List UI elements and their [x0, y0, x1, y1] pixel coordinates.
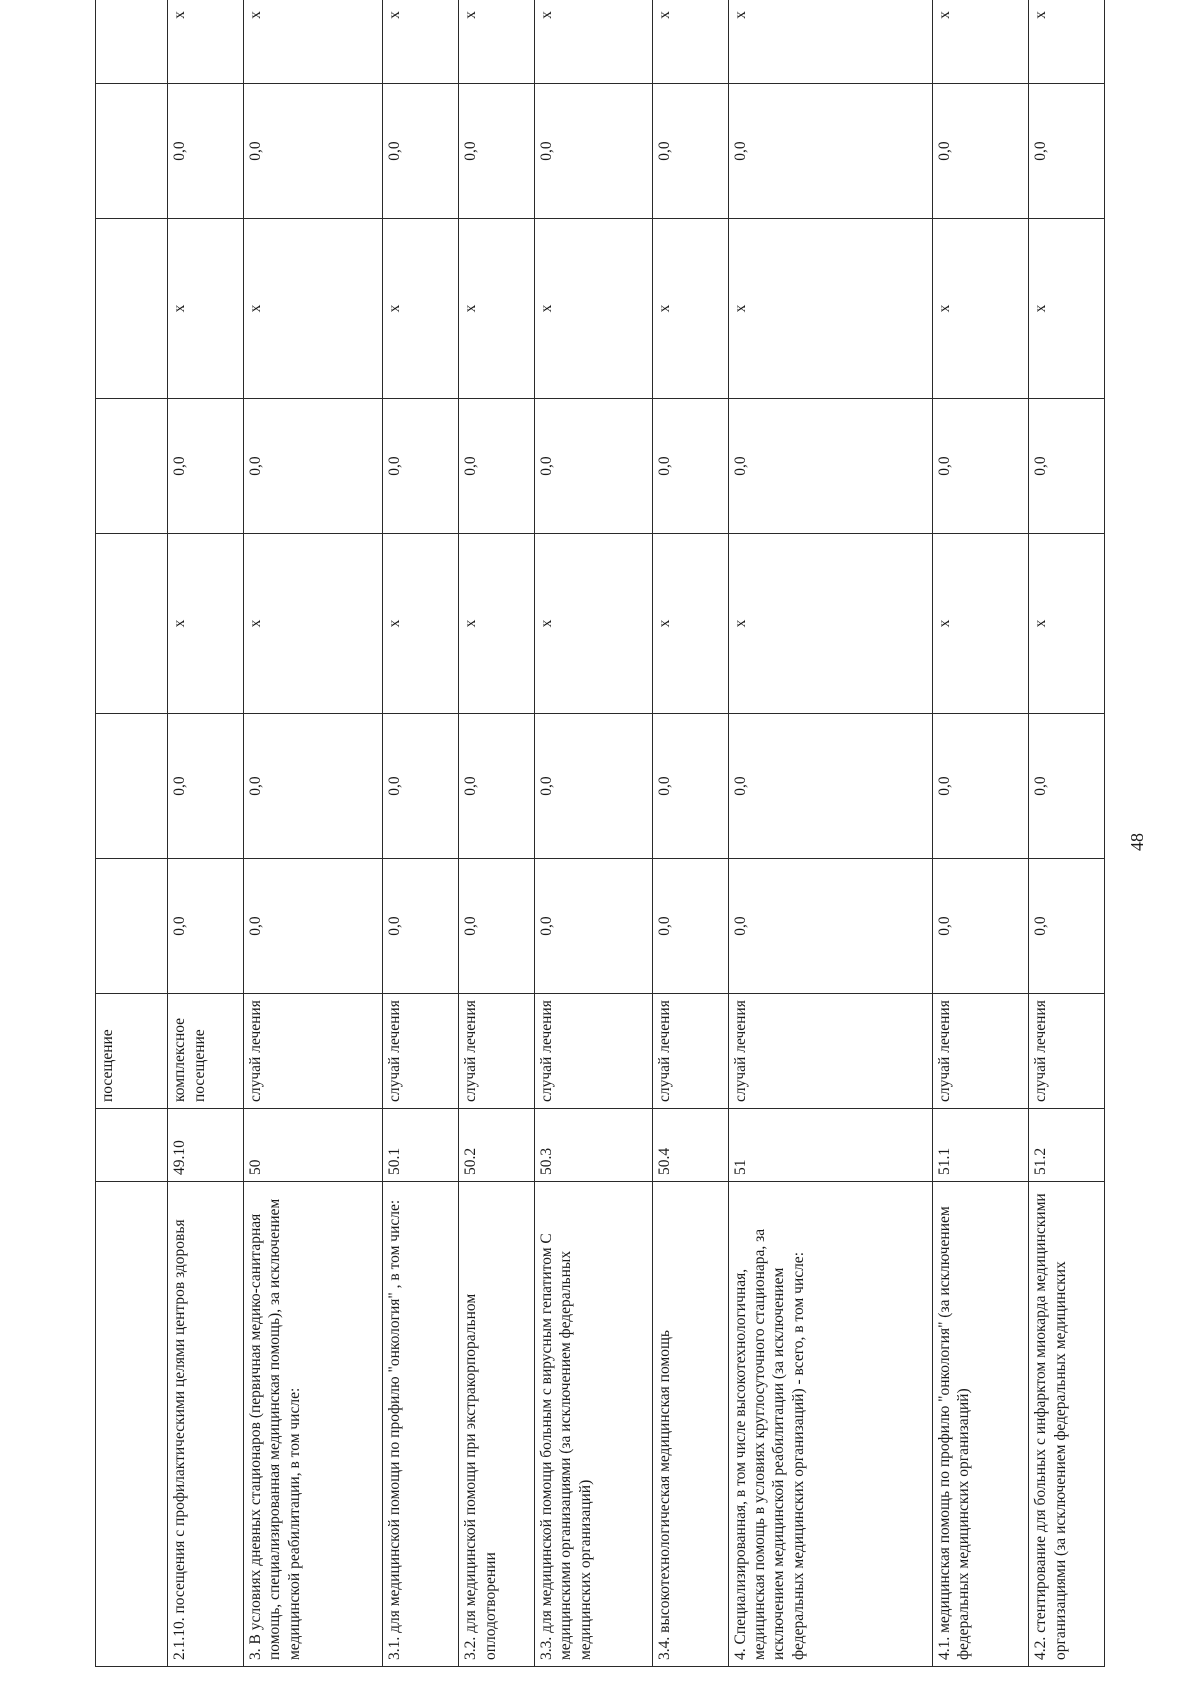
unit-cell: случай лечения — [534, 994, 652, 1109]
value-cell: 0,0 — [534, 859, 652, 994]
x-mark-cell: x — [932, 534, 1028, 714]
x-mark-cell: x — [728, 0, 932, 84]
row-name-cell: 3.1. для медицинской помощи по профилю "онкология" , в том числе: — [383, 1182, 459, 1667]
row-code-cell: 49.10 — [168, 1109, 244, 1182]
value-cell: 0,0 — [1029, 859, 1105, 994]
value-cell: 0,0 — [383, 399, 459, 534]
table-row — [168, 0, 244, 1667]
cell-empty — [96, 219, 168, 399]
table-row-top — [96, 0, 168, 1667]
x-mark-cell: x — [652, 0, 728, 84]
cell-empty — [96, 714, 168, 859]
row-name-cell: 4.2. стентирование для больных с инфарктом миокарда медицинскими организациями (за исключением федеральных медицинских — [1029, 1182, 1105, 1667]
unit-cell: случай лечения — [652, 994, 728, 1109]
cell-empty — [96, 859, 168, 994]
x-mark-cell: x — [932, 219, 1028, 399]
x-mark-cell: x — [652, 219, 728, 399]
x-mark-cell: x — [168, 0, 244, 84]
row-code-cell: 51 — [728, 1109, 932, 1182]
table-row — [728, 0, 932, 1667]
value-cell: 0,0 — [383, 714, 459, 859]
value-cell: 0,0 — [1029, 714, 1105, 859]
value-cell: 0,0 — [459, 84, 535, 219]
x-mark-cell: x — [383, 534, 459, 714]
value-cell: 0,0 — [168, 84, 244, 219]
row-name-cell: 4.1. медицинская помощь по профилю "онкология" (за исключением федеральных медицинских организаций) — [932, 1182, 1028, 1667]
x-mark-cell: x — [243, 534, 383, 714]
x-mark-cell: x — [168, 219, 244, 399]
table-row — [243, 0, 383, 1667]
value-cell: 0,0 — [652, 84, 728, 219]
unit-cell: случай лечения — [1029, 994, 1105, 1109]
value-cell: 0,0 — [459, 714, 535, 859]
table-row — [459, 0, 535, 1667]
x-mark-cell: x — [652, 534, 728, 714]
value-cell: 0,0 — [168, 399, 244, 534]
x-mark-cell: x — [1029, 0, 1105, 84]
value-cell: 0,0 — [168, 714, 244, 859]
row-code-cell: 51.2 — [1029, 1109, 1105, 1182]
value-cell: 0,0 — [243, 84, 383, 219]
unit-cell: случай лечения — [243, 994, 383, 1109]
value-cell: 0,0 — [243, 714, 383, 859]
table-row — [534, 0, 652, 1667]
row-code-cell: 50.3 — [534, 1109, 652, 1182]
x-mark-cell: x — [534, 219, 652, 399]
table-row — [932, 0, 1028, 1667]
value-cell: 0,0 — [1029, 84, 1105, 219]
row-name-cell: 2.1.10. посещения с профилактическими целями центров здоровья — [168, 1182, 244, 1667]
unit-cell: случай лечения — [383, 994, 459, 1109]
table-row — [1029, 0, 1105, 1667]
page-number: 48 — [1127, 833, 1147, 851]
row-code-cell: 50.1 — [383, 1109, 459, 1182]
value-cell: 0,0 — [168, 859, 244, 994]
data-table — [95, 0, 1105, 1667]
value-cell: 0,0 — [932, 399, 1028, 534]
cell-empty — [96, 0, 168, 84]
x-mark-cell: x — [383, 219, 459, 399]
row-name-cell: 3.2. для медицинской помощи при экстракорпоральном оплодотворении — [459, 1182, 535, 1667]
rotated-page — [95, 11, 1147, 1667]
cell-empty — [96, 1109, 168, 1182]
value-cell: 0,0 — [534, 399, 652, 534]
value-cell: 0,0 — [652, 399, 728, 534]
row-name-cell: 4. Специализированная, в том числе высокотехнологичная, медицинская помощь в условиях круглосуточного стационара, за исключением медицинской реабилитации (за исключением федеральных медицинских организаций) - всего, в том числе: — [728, 1182, 932, 1667]
value-cell: 0,0 — [534, 714, 652, 859]
row-name-cell: 3.3. для медицинской помощи больным с вирусным гепатитом С медицинскими организациями (за исключением федеральных медицинских организаций) — [534, 1182, 652, 1667]
unit-cell: посещение — [96, 994, 168, 1109]
x-mark-cell: x — [383, 0, 459, 84]
value-cell: 0,0 — [534, 84, 652, 219]
x-mark-cell: x — [1029, 534, 1105, 714]
cell-empty — [96, 84, 168, 219]
row-name-cell: 3.4. высокотехнологическая медицинская помощь — [652, 1182, 728, 1667]
row-code-cell: 50.2 — [459, 1109, 535, 1182]
value-cell: 0,0 — [652, 714, 728, 859]
value-cell: 0,0 — [652, 859, 728, 994]
row-name-cell: 3. В условиях дневных стационаров (первичная медико-санитарная помощь, специализированная медицинская помощь), за исключением медицинской реабилитации, в том числе: — [243, 1182, 383, 1667]
x-mark-cell: x — [243, 0, 383, 84]
x-mark-cell: x — [459, 534, 535, 714]
x-mark-cell: x — [932, 0, 1028, 84]
value-cell: 0,0 — [728, 859, 932, 994]
x-mark-cell: x — [459, 0, 535, 84]
unit-cell: случай лечения — [728, 994, 932, 1109]
cell-empty — [96, 399, 168, 534]
cell-empty — [96, 534, 168, 714]
value-cell: 0,0 — [932, 84, 1028, 219]
value-cell: 0,0 — [932, 714, 1028, 859]
value-cell: 0,0 — [459, 399, 535, 534]
row-code-cell: 51.1 — [932, 1109, 1028, 1182]
unit-cell: случай лечения — [932, 994, 1028, 1109]
value-cell: 0,0 — [243, 399, 383, 534]
table-row — [652, 0, 728, 1667]
table-row — [383, 0, 459, 1667]
x-mark-cell: x — [728, 219, 932, 399]
value-cell: 0,0 — [932, 859, 1028, 994]
cell-empty — [96, 1182, 168, 1667]
x-mark-cell: x — [534, 0, 652, 84]
x-mark-cell: x — [243, 219, 383, 399]
value-cell: 0,0 — [243, 859, 383, 994]
value-cell: 0,0 — [728, 399, 932, 534]
value-cell: 0,0 — [383, 859, 459, 994]
unit-cell: случай лечения — [459, 994, 535, 1109]
x-mark-cell: x — [459, 219, 535, 399]
value-cell: 0,0 — [383, 84, 459, 219]
value-cell: 0,0 — [728, 84, 932, 219]
x-mark-cell: x — [728, 534, 932, 714]
value-cell: 0,0 — [459, 859, 535, 994]
x-mark-cell: x — [168, 534, 244, 714]
row-code-cell: 50 — [243, 1109, 383, 1182]
row-code-cell: 50.4 — [652, 1109, 728, 1182]
unit-cell: комплексное посещение — [168, 994, 244, 1109]
value-cell: 0,0 — [728, 714, 932, 859]
x-mark-cell: x — [534, 534, 652, 714]
value-cell: 0,0 — [1029, 399, 1105, 534]
x-mark-cell: x — [1029, 219, 1105, 399]
